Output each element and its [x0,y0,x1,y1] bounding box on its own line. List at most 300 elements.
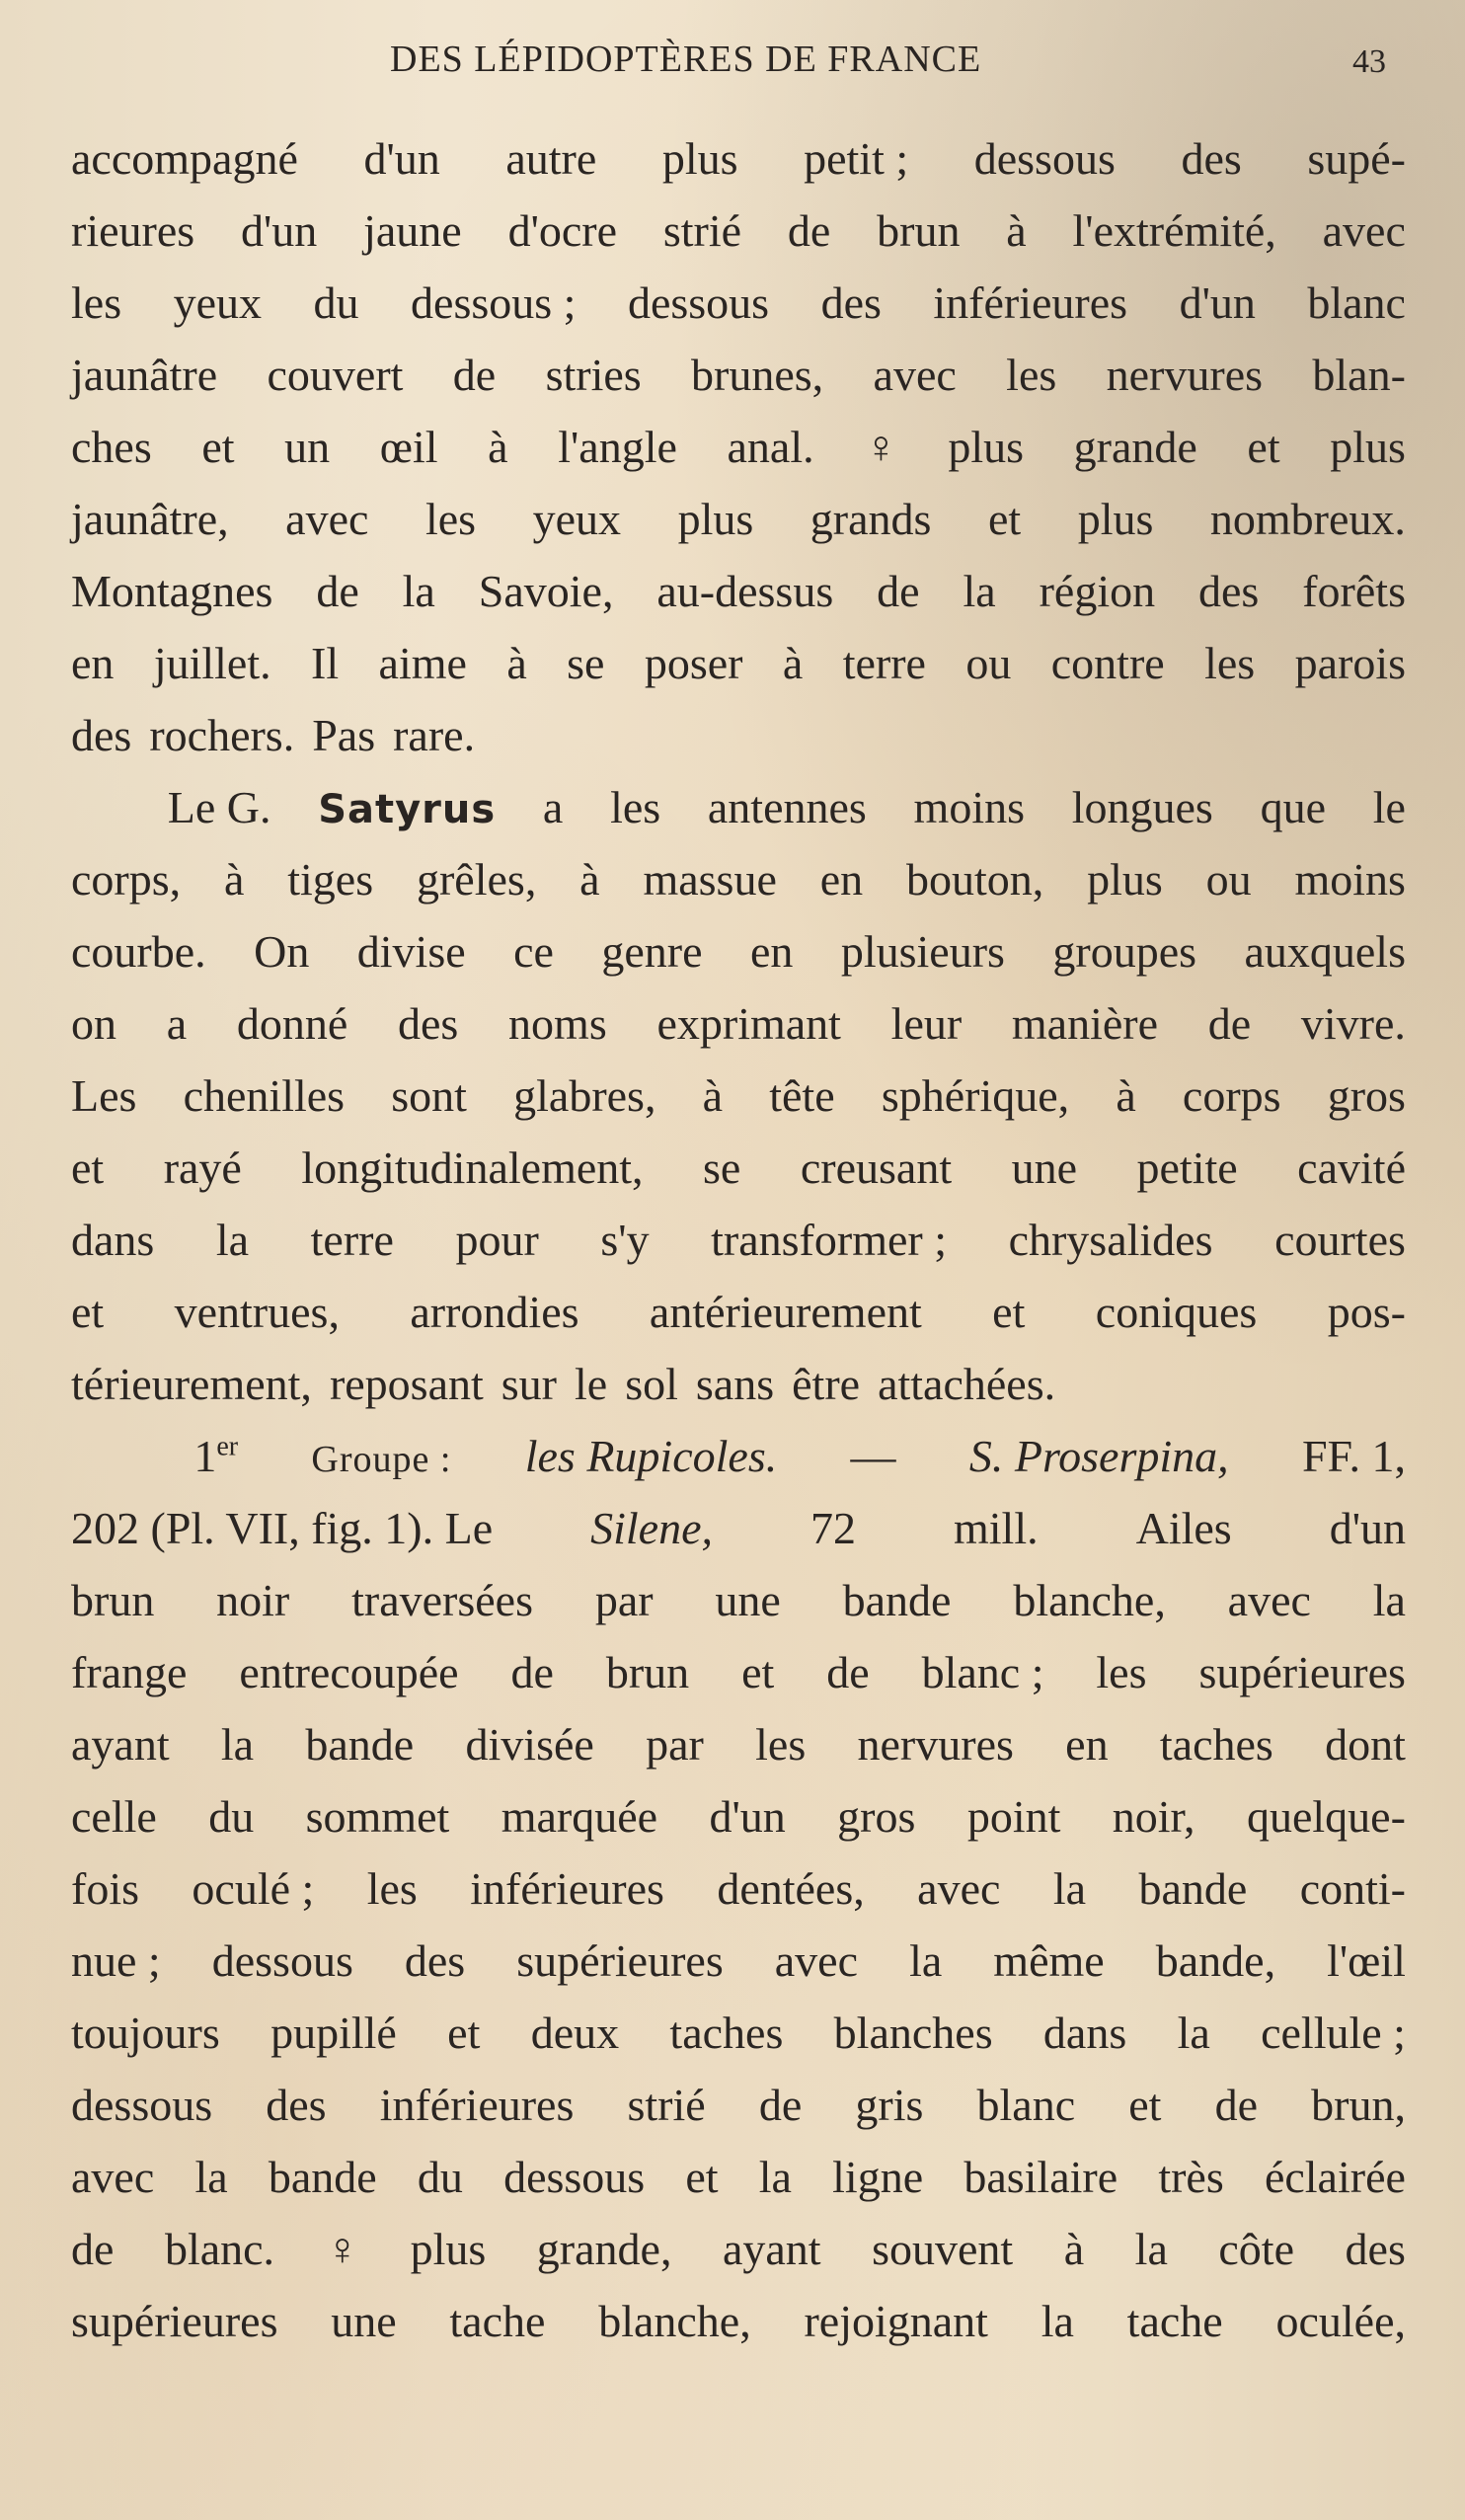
word: à [223,854,245,905]
text-span: Le G. [167,782,271,832]
word: d'un [709,1791,786,1842]
text-line [71,1708,1406,1780]
word: nombreux. [1209,494,1406,544]
word: grande [1073,422,1197,472]
word: tiges [287,854,374,905]
word: blanche, [1013,1575,1166,1625]
word: dont [1325,1719,1406,1770]
word: à [488,422,508,472]
word: auxquels [1244,926,1406,977]
text-line [71,1852,1406,1925]
word: toujours [71,2008,220,2058]
word: les [610,782,661,832]
word: en [1065,1719,1109,1770]
word: plus [948,422,1025,472]
word: des [266,2080,327,2130]
word: en [71,638,115,688]
word: moins [1294,854,1406,905]
word: vivre. [1300,998,1406,1049]
word: strié [662,205,742,256]
word: plus [1087,854,1163,905]
word: des [1198,566,1260,616]
word: s'y [600,1215,650,1265]
word: des [1345,2224,1406,2274]
word: ches [71,422,152,472]
text-line [71,2213,1406,2285]
word: oculée, [1275,2296,1406,2346]
word: une [715,1575,781,1625]
word: chrysalides [1008,1215,1213,1265]
word: les [755,1719,807,1770]
word: jaunâtre, [71,494,229,544]
word: terre [310,1215,394,1265]
word: leur [890,998,963,1049]
word: dentées, [717,1863,865,1914]
word: sans [695,1359,775,1409]
word: noir, [1112,1791,1195,1842]
page-number: 43 [1352,43,1386,80]
word: anal. [727,422,814,472]
word: ventrues, [174,1287,340,1337]
word: sommet [305,1791,450,1842]
word: blanches [833,2008,993,2058]
word: bande [1138,1863,1248,1914]
word: reposant [329,1359,484,1409]
word: Ailes [1135,1503,1232,1553]
word: le [1372,782,1406,832]
word: blanche, [598,2296,751,2346]
word: antennes [707,782,867,832]
species-name: S. Proserpina, [968,1431,1229,1481]
word: par [646,1719,704,1770]
text-line [71,1420,1406,1492]
word: avec [873,350,957,400]
word: Savoie, [478,566,614,616]
word: de [71,2224,115,2274]
word: dessous ; [411,277,577,328]
word: l'extrémité, [1072,205,1276,256]
word: ayant [722,2224,821,2274]
word: nervures [857,1719,1014,1770]
text-line [71,339,1406,411]
word: forêts [1302,566,1406,616]
word: jaune [363,205,462,256]
word: groupes [1052,926,1197,977]
word: ♀ [864,422,898,472]
word: gris [855,2080,924,2130]
word: stries [545,350,642,400]
word: traversées [351,1575,533,1625]
word: grande, [536,2224,672,2274]
word: de [1214,2080,1258,2130]
word: des [71,710,132,760]
word: rejoignant [804,2296,988,2346]
word: chenilles [183,1070,346,1121]
word: aime [378,638,467,688]
group-number [193,1420,238,1492]
word: deux [530,2008,620,2058]
word: la [402,566,435,616]
word: les [366,1863,418,1914]
word: la [220,1719,255,1770]
word: accompagné [71,133,298,184]
word: yeux [532,494,622,544]
word: supérieures [1198,1647,1406,1697]
word: oculé ; [192,1863,315,1914]
word: les [424,494,477,544]
word: en [749,926,794,977]
text-line [71,2141,1406,2213]
word: ♀ [325,2224,360,2274]
text-line [71,627,1406,699]
word: rieures [71,205,195,256]
word: dessous [71,2080,213,2130]
text-line [71,1925,1406,1997]
word: antérieurement [649,1287,922,1337]
word: 72 [810,1503,857,1553]
common-name: Silene, [590,1503,714,1553]
text-line [71,771,1406,843]
word: pupillé [270,2008,397,2058]
running-title: DES LÉPIDOPTÈRES DE FRANCE [390,39,982,80]
text-line [71,1564,1406,1636]
word: longitudinalement, [301,1142,644,1193]
word: On [254,926,310,977]
word: bande [268,2152,377,2202]
word: pour [455,1215,539,1265]
word: dessous [503,2152,646,2202]
word: supérieures [516,1935,724,1986]
word: plusieurs [840,926,1005,977]
page-header [69,38,1406,87]
word: dessous [211,1935,353,1986]
word: jaunâtre [71,350,218,400]
word: corps [1182,1070,1281,1121]
word: coniques [1095,1287,1258,1337]
word: des [404,1935,466,1986]
word: d'un [363,133,440,184]
word: du [208,1791,255,1842]
word: point [966,1791,1061,1842]
text-line [71,1060,1406,1132]
word: de [452,350,497,400]
word: divise [356,926,466,977]
word: la [1177,2008,1210,2058]
word: blan- [1312,350,1406,400]
word: à [579,854,600,905]
text-line [71,1636,1406,1708]
word: mill. [954,1503,1039,1553]
word: œil [379,422,438,472]
word: brun [71,1575,155,1625]
word: nervures [1106,350,1264,400]
text-line [71,1276,1406,1348]
word: d'un [240,205,318,256]
word: une [331,2296,397,2346]
word: ligne [832,2152,924,2202]
word: rochers. [149,710,295,760]
word: les [1006,350,1057,400]
word: donné [236,998,348,1049]
word: inférieures [379,2080,575,2130]
group-label: Groupe : [311,1439,452,1480]
word: par [594,1575,654,1625]
word: avec [285,494,369,544]
word: conti- [1299,1863,1406,1914]
word: ayant [71,1719,170,1770]
word: et [71,1287,105,1337]
word: divisée [465,1719,594,1770]
word: noms [508,998,607,1049]
word: supérieures [71,2296,278,2346]
word: d'ocre [507,205,618,256]
word: quelque- [1246,1791,1406,1842]
word: de [826,1647,870,1697]
word: tache [1126,2296,1223,2346]
word: et [201,422,235,472]
word: longues [1071,782,1213,832]
word: éclairée [1264,2152,1406,2202]
word: ou [1205,854,1252,905]
word: supé- [1307,133,1406,184]
word: arrondies [410,1287,579,1337]
word: plus [661,133,738,184]
word: autre [505,133,597,184]
word: plus [1330,422,1406,472]
word: terre [842,638,926,688]
word: grêles, [416,854,537,905]
genus-name: Satyrus [318,787,497,832]
word: strié [627,2080,706,2130]
em-dash: — [850,1431,896,1481]
word: du [313,277,359,328]
word: se [703,1142,741,1193]
word: de [316,566,359,616]
word: taches [669,2008,784,2058]
word: fois [71,1863,139,1914]
text-line [71,699,1406,771]
word: se [567,638,605,688]
word: parois [1294,638,1406,688]
word: la [1372,1575,1406,1625]
word: transformer ; [711,1215,947,1265]
word: brun [605,1647,690,1697]
text-line [71,1204,1406,1276]
word: être [792,1359,861,1409]
word: bande, [1155,1935,1276,1986]
word: de [1207,998,1252,1049]
word: de [510,1647,554,1697]
word: avec [71,2152,155,2202]
word: dans [1042,2008,1127,2058]
word: sur [501,1359,558,1409]
word: cellule ; [1261,2008,1406,2058]
word: la [909,1935,943,1986]
word: d'un [1329,1503,1406,1553]
word: des [820,277,882,328]
word: exprimant [656,998,841,1049]
text-line [71,483,1406,555]
word: et [1247,422,1280,472]
word: et [992,1287,1026,1337]
word: et [447,2008,481,2058]
word: petite [1136,1142,1238,1193]
word: et [685,2152,719,2202]
word: les [71,277,122,328]
text-line [71,555,1406,627]
word: les [1204,638,1256,688]
word: un [284,422,331,472]
text-line [71,1348,1406,1420]
word: pos- [1327,1287,1406,1337]
word: de [787,205,831,256]
word: à [506,638,527,688]
word: blanc. [164,2224,275,2274]
word: avec [774,1935,859,1986]
word: basilaire [964,2152,1118,2202]
word: attachées. [878,1359,1056,1409]
word: creusant [800,1142,953,1193]
word: ou [965,638,1012,688]
word: de [758,2080,803,2130]
word: à [1006,205,1027,256]
word: couvert [267,350,404,400]
word: marquée [501,1791,658,1842]
group-number-digit: 1 [193,1431,217,1481]
word: a [166,998,188,1049]
word: à [782,638,804,688]
word: plus [677,494,754,544]
word: brun [877,205,961,256]
word: entrecoupée [239,1647,459,1697]
text-line [71,2285,1406,2357]
word: Montagnes [71,566,273,616]
reference: FF. 1, [1301,1431,1406,1481]
word: manière [1011,998,1159,1049]
word: sont [391,1070,467,1121]
word: yeux [173,277,263,328]
word: blanc ; [921,1647,1044,1697]
word: bande [305,1719,415,1770]
word: avec [1227,1575,1311,1625]
word: nue ; [71,1935,161,1986]
word: d'un [1179,277,1256,328]
word: très [1158,2152,1224,2202]
word: poser [644,638,743,688]
word: corps, [71,854,182,905]
word: noir [216,1575,290,1625]
word: à [702,1070,724,1121]
word: courtes [1274,1215,1406,1265]
word: que [1260,782,1326,832]
word: sphérique, [881,1070,1070,1121]
word: on [71,998,116,1049]
word: à [1116,1070,1136,1121]
word: courbe. [71,926,206,977]
word: grands [810,494,932,544]
word: avec [1322,205,1406,256]
word: une [1011,1142,1078,1193]
word: souvent [872,2224,1014,2274]
word: blanc [976,2080,1076,2130]
word: en [819,854,864,905]
word: à [1063,2224,1085,2274]
word: brunes, [691,350,824,400]
group-name: les Rupicoles. [524,1431,778,1481]
word: glabres, [513,1070,656,1121]
word: des [1181,133,1242,184]
word: de [877,566,920,616]
word: l'œil [1327,1935,1406,1986]
text-line [71,1492,1406,1564]
word: et [987,494,1022,544]
word: la [194,2152,228,2202]
word: et [741,1647,775,1697]
word: la [215,1215,250,1265]
word: blanc [1307,277,1406,328]
word: a [542,782,564,832]
word: plus [1077,494,1154,544]
word: ce [513,926,554,977]
text-line [71,987,1406,1060]
text-line [71,267,1406,339]
word: petit ; [804,133,909,184]
word: même [993,1935,1105,1986]
text-line [71,915,1406,987]
word: côte [1218,2224,1295,2274]
word: inférieures [470,1863,664,1914]
word: bande [842,1575,952,1625]
word: tête [769,1070,835,1121]
word: Les [71,1070,137,1121]
text-line [71,2069,1406,2141]
word: brun, [1311,2080,1406,2130]
word: dessous [973,133,1116,184]
word: la [963,566,996,616]
word: celle [71,1791,157,1842]
word: gros [837,1791,916,1842]
text-line [71,1132,1406,1204]
word: Pas [312,710,376,760]
word: plus [410,2224,487,2274]
word: sol [625,1359,678,1409]
word: inférieures [933,277,1128,328]
word: massue [643,854,777,905]
word: juillet. [153,638,271,688]
word: l'angle [558,422,677,472]
word: du [417,2152,463,2202]
word: gros [1327,1070,1406,1121]
word: bouton, [905,854,1044,905]
word: taches [1159,1719,1273,1770]
text-line [71,843,1406,915]
word: contre [1050,638,1165,688]
text-line [71,411,1406,483]
text-line [71,1780,1406,1852]
word: au-dessus [656,566,834,616]
word: région [1039,566,1156,616]
text-span: 202 (Pl. VII, fig. 1). Le [71,1503,494,1553]
word: la [1134,2224,1168,2274]
word: frange [71,1647,188,1697]
word: la [1052,1863,1087,1914]
word: la [758,2152,792,2202]
word: moins [913,782,1026,832]
text-line [71,1997,1406,2069]
word: la [1041,2296,1074,2346]
text-line [71,122,1406,195]
group-number-suffix: er [216,1431,239,1462]
